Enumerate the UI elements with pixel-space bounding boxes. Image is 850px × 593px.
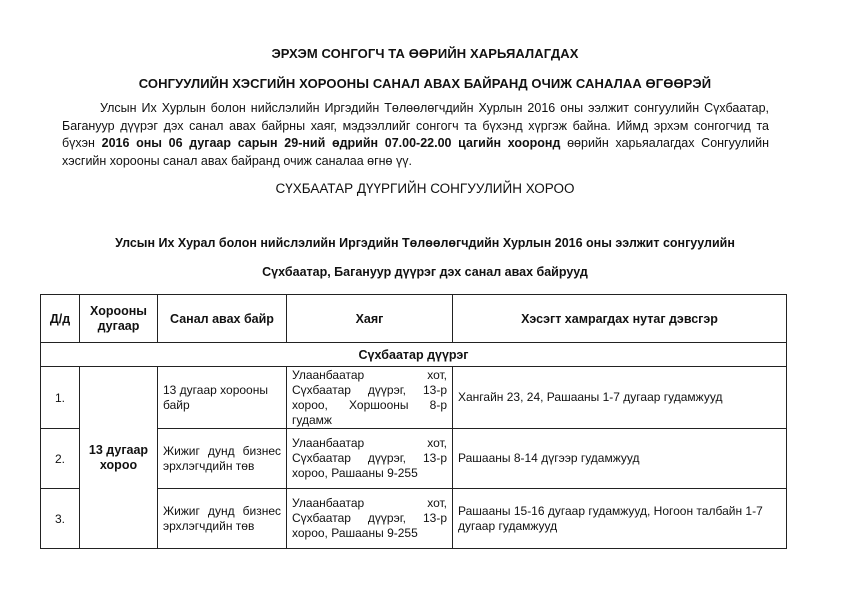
area-cell: Рашааны 15-16 дугаар гудамжууд, Ногоон талбайн 1-7 дугаар гудамжууд [453, 489, 787, 549]
intro-text-part2: өөрийн харьяалагдах Сонгуулийн хэсгийн хорооны санал авах байранд очиж саналаа өгнө үү. [62, 136, 769, 168]
address-cell: Улаанбаатар хот, Сүхбаатар дүүрэг, 13-р хороо, Рашааны 9-255 [287, 429, 453, 489]
venue-cell: 13 дугаар хорооны байр [158, 367, 287, 429]
polling-stations-table [40, 294, 787, 549]
row-num: 1. [41, 367, 80, 429]
area-cell: Рашааны 8-14 дүгээр гудамжууд [453, 429, 787, 489]
area-cell: Хангайн 23, 24, Рашааны 1-7 дугаар гудамжууд [453, 367, 787, 429]
row-num: 3. [41, 489, 80, 549]
intro-paragraph [62, 100, 769, 170]
header-num: Д/д [41, 295, 80, 343]
table-subtitle-2: Сүхбаатар, Багануур дүүрэг дэх санал авах байрууд [262, 265, 588, 279]
heading-line-2: СОНГУУЛИЙН ХЭСГИЙН ХОРООНЫ САНАЛ АВАХ БАЙРАНД ОЧИЖ САНАЛАА ӨГӨӨРЭЙ [138, 76, 712, 91]
header-committee: Хорооны дугаар [80, 295, 158, 343]
venue-cell: Жижиг дунд бизнес эрхлэгчдийн төв [158, 429, 287, 489]
table-subtitle-1: Улсын Их Хурал болон нийслэлийн Иргэдийн Төлөөлөгчдийн Хурлын 2016 оны ээлжит сонгуулийн [115, 236, 735, 250]
address-cell: Улаанбаатар хот, Сүхбаатар дүүрэг, 13-р хороо, Хоршооны 8-р гудамж [287, 367, 453, 429]
header-address: Хаяг [287, 295, 453, 343]
venue-cell: Жижиг дунд бизнес эрхлэгчдийн төв [158, 489, 287, 549]
row-num: 2. [41, 429, 80, 489]
table-header-row [41, 295, 787, 343]
address-cell: Улаанбаатар хот, Сүхбаатар дүүрэг, 13-р хороо, Рашааны 9-255 [287, 489, 453, 549]
district-name: Сүхбаатар дүүрэг [41, 343, 787, 367]
table-row [41, 367, 787, 429]
committee-title: СҮХБААТАР ДҮҮРГИЙН СОНГУУЛИЙН ХОРОО [275, 181, 575, 196]
header-area: Хэсэгт хамрагдах нутаг дэвсгэр [453, 295, 787, 343]
intro-text-part1: Улсын Их Хурлын болон нийслэлийн Иргэдийн Төлөөлөгчдийн Хурлын 2016 оны ээлжит сонгуулийн Сүхбаатар, Багануур дүүрэг дэх санал авах байрны хаяг, мэдээллийг сонгогч та бүхэнд хүргэж байна. Иймд эрхэм сонгогчид та бүхэн [62, 101, 769, 150]
header-venue: Санал авах байр [158, 295, 287, 343]
district-row [41, 343, 787, 367]
khoroo-cell: 13 дугаар хороо [80, 367, 158, 549]
intro-text-bold: 2016 оны 06 дугаар сарын 29-ний өдрийн 07.00-22.00 цагийн хооронд [101, 136, 561, 150]
heading-line-1: ЭРХЭМ СОНГОГЧ ТА ӨӨРИЙН ХАРЬЯАЛАГДАХ [271, 46, 579, 61]
